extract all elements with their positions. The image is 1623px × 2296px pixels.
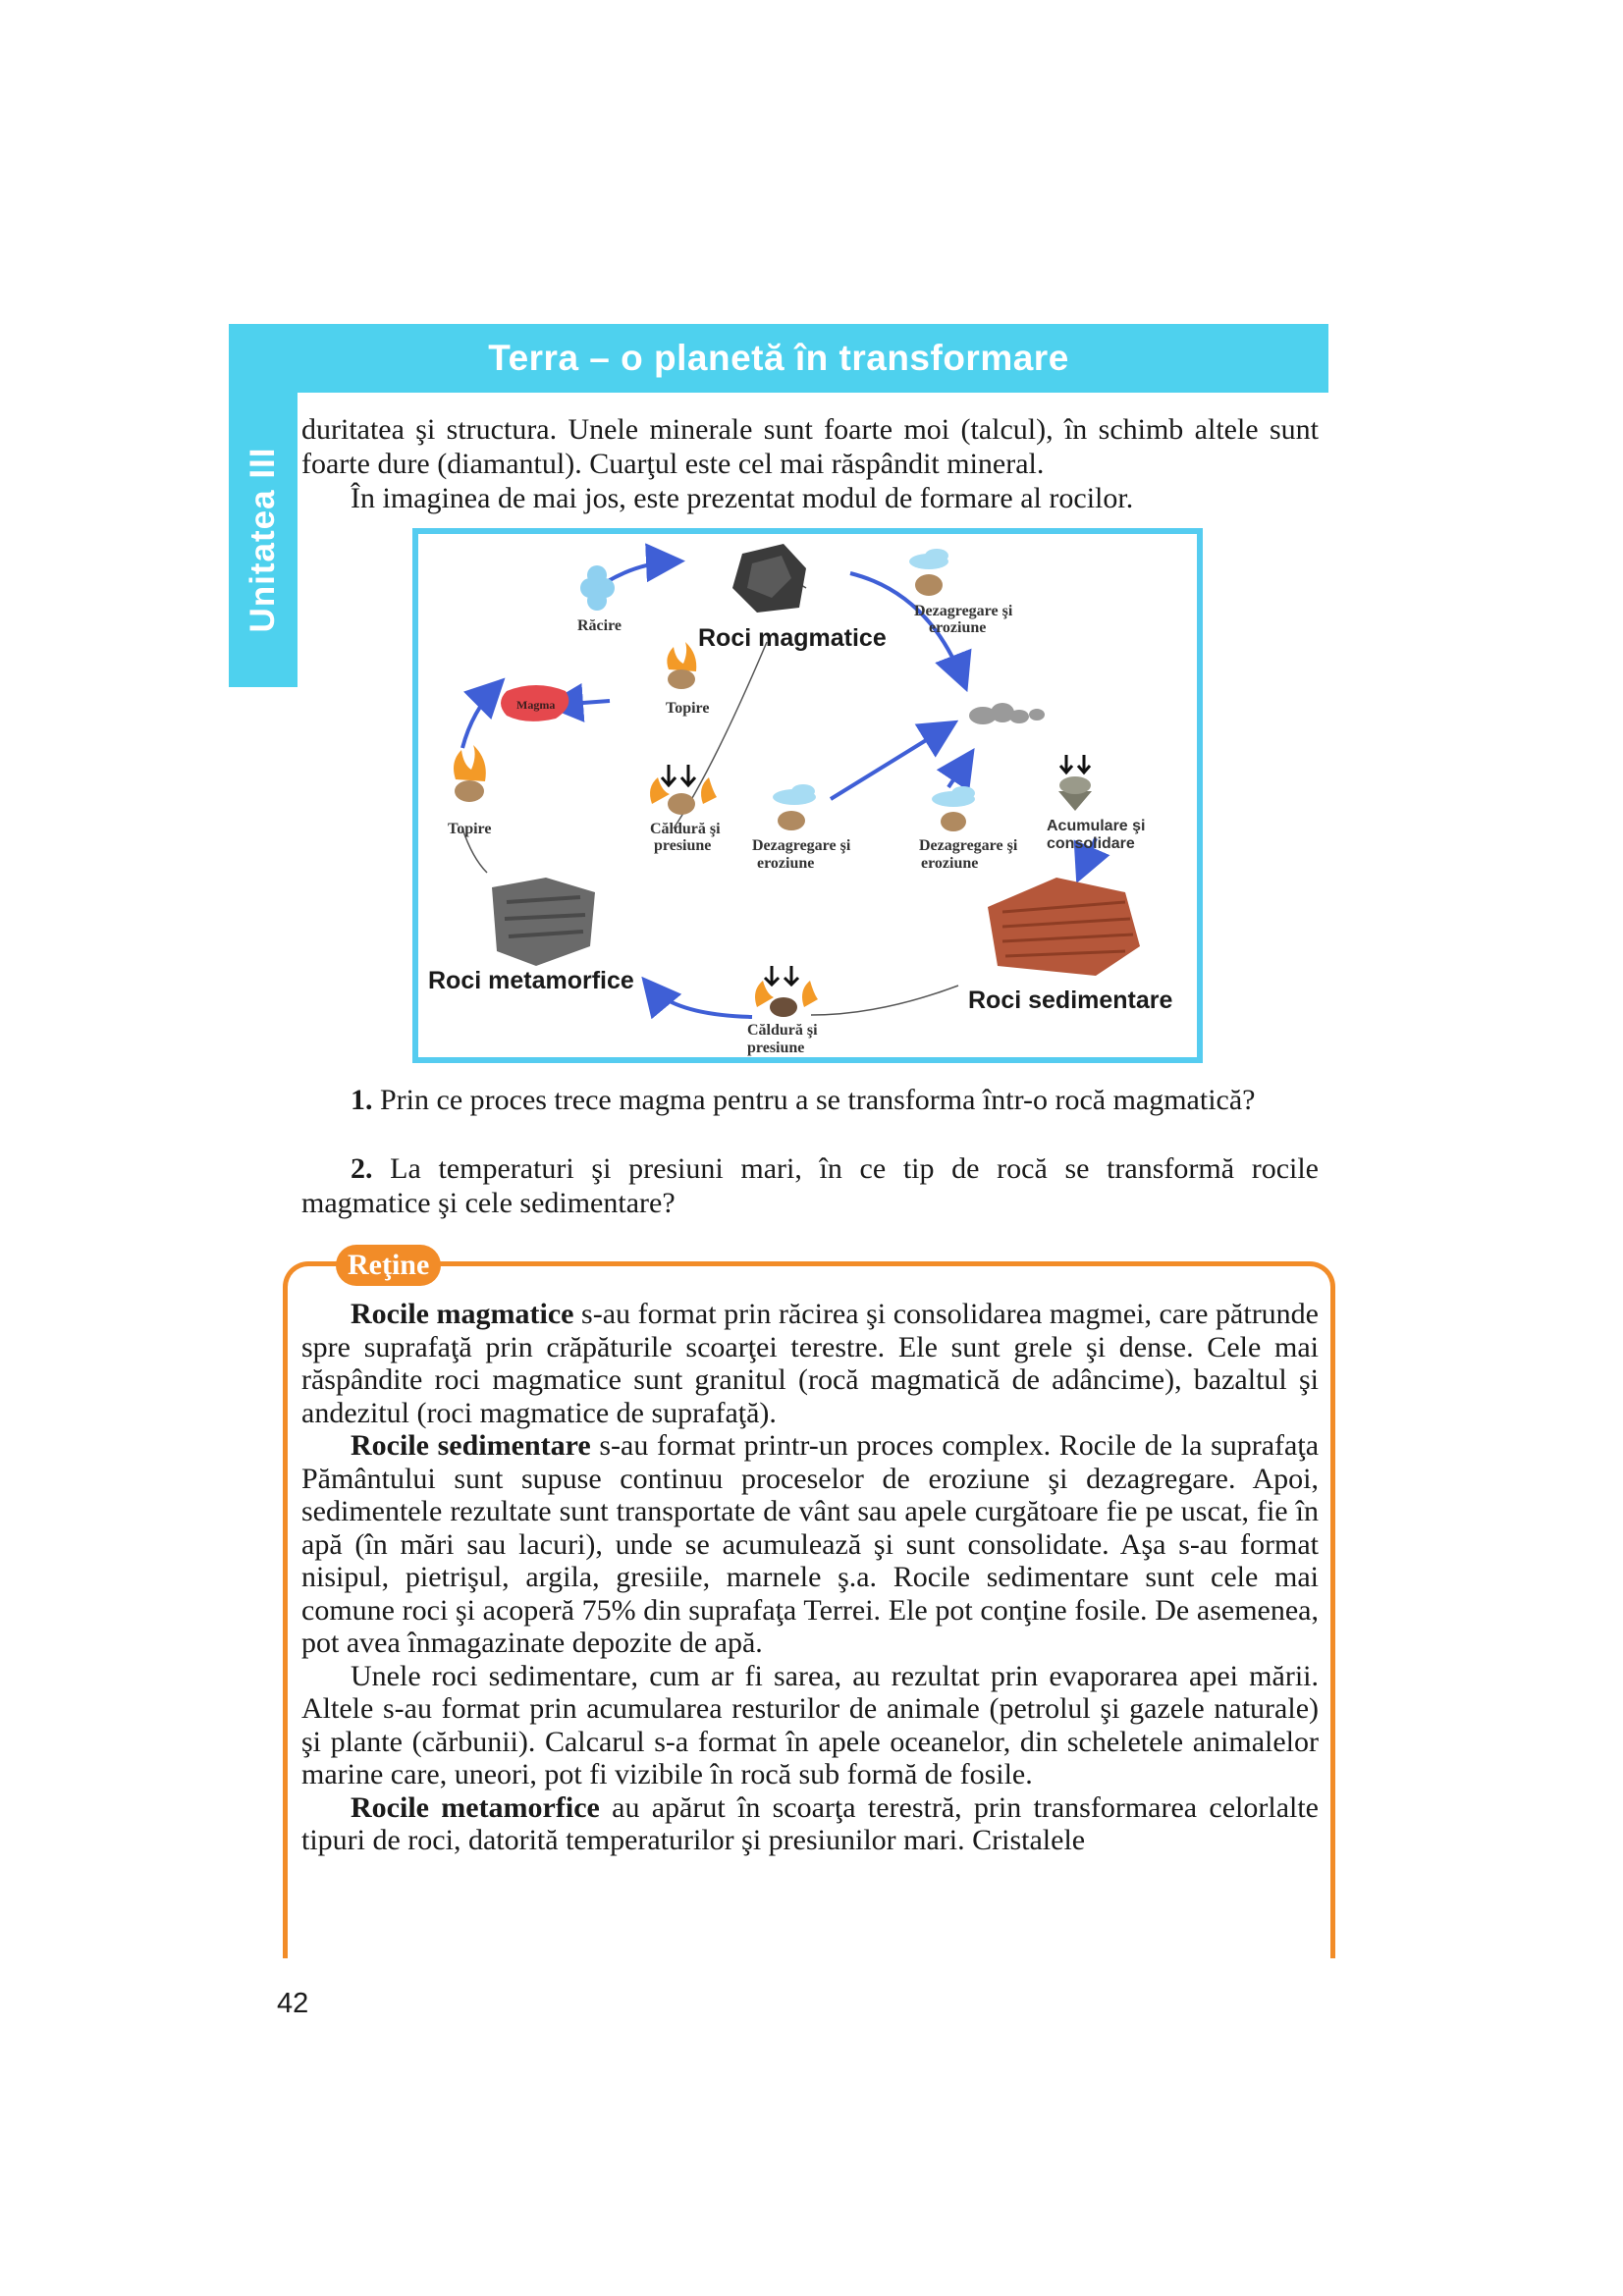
question-2: 2. La temperaturi şi presiuni mari, în ce tip de rocă se transformă rocile magmatice şi cele sedimentare?	[301, 1152, 1319, 1219]
label-roci-sedimentare: Roci sedimentare	[968, 987, 1173, 1014]
retine-paragraph-metamorfice: Rocile metamorfice au apărut în scoarţa terestră, prin transformarea celorlalte tipuri de roci, datorită temperaturilor şi presiunilor mari. Cristalele	[301, 1790, 1319, 1856]
intro-paragraph: duritatea şi structura. Unele minerale sunt foarte moi (talcul), în schimb altele sunt foarte dure (diamantul). Cuarţul este cel mai răspândit mineral.	[301, 413, 1319, 480]
accumulation-icon	[1058, 755, 1092, 811]
retine-label: Reţine	[336, 1245, 441, 1286]
page-number: 42	[277, 1988, 309, 2019]
arrow-topire-left	[462, 686, 497, 748]
metamorphic-rock-icon	[492, 878, 595, 966]
label-topire-top: Topire	[666, 700, 710, 717]
cloud-icon-right	[932, 786, 975, 807]
chapter-title: Terra – o planetă în transformare	[229, 324, 1328, 393]
label-acumulare-2: consolidare	[1047, 835, 1135, 852]
label-topire-left: Topire	[448, 821, 492, 837]
rock-cycle-svg	[418, 534, 1197, 1057]
unit-side-tab	[229, 393, 298, 687]
cloud-icon-mid	[773, 784, 816, 805]
intro-diagram-sentence: În imaginea de mai jos, este prezentat modul de formare al rocilor.	[351, 482, 1134, 514]
heat-pressure-icon-bottom	[755, 966, 818, 1017]
retine-paragraph-magmatice: Rocile magmatice s-au format prin răcirea şi consolidarea magmei, care pătrunde spre suprafaţă prin crăpăturile scoarţei terestre. Ele sunt grele şi dense. Cele mai răspândite roci magmatice sunt granitul (rocă magmatică de adâncime), bazaltul şi andezitul (roci magmatice de suprafaţă).	[301, 1298, 1320, 1429]
stone-icon-mid	[778, 811, 805, 830]
label-dezagregare-mid-2: eroziune	[757, 855, 815, 872]
label-dezagregare-mid-1: Dezagregare şi	[752, 837, 851, 854]
unit-label: Unitatea III	[243, 447, 282, 633]
retine-paragraph-sedimentare: Rocile sedimentare s-au format printr-un proces complex. Rocile de la suprafaţa Pământului sunt supuse continuu proceselor de eroziune şi dezagregare. Apoi, sedimentele rezultate sunt transportate de vânt sau apele curgătoare fie pe uscat, fie în apă (în mări sau lacuri), unde se acumulează şi sunt consolidate. Aşa s-au format nisipul, pietrişul, argila, gresiile, marnele ş.a. Rocile sedimentare sunt cele mai comune roci şi acoperă 75% din suprafaţa Terrei. Ele pot conţine fosile. De asemenea, pot avea înmagazinate depozite de apă.	[301, 1429, 1320, 1659]
label-caldura-bottom-1: Căldură şi	[747, 1022, 818, 1039]
retine-text	[301, 1298, 1319, 1857]
label-caldura-bottom-2: presiune	[747, 1040, 805, 1056]
stone-icon-right	[941, 812, 966, 831]
label-magma: Magma	[516, 698, 556, 712]
label-racire: Răcire	[577, 617, 622, 634]
fire-icon-topire-top	[667, 642, 696, 689]
label-dezagregare-right-1: Dezagregare şi	[919, 837, 1018, 854]
label-caldura-mid-1: Căldură şi	[650, 821, 721, 837]
rock-cycle-diagram	[412, 528, 1203, 1063]
stone-icon-top	[915, 574, 943, 596]
retine-paragraph-alte-roci: Unele roci sedimentare, cum ar fi sarea, au rezultat prin evaporarea apei mării. Altele s-au format prin acumularea resturilor de animale (petrolul şi gazele naturale) şi plante (cărbunii). Calcarul s-a format în apele oceanelor, din scheletele animalelor marine care, uneori, pot fi vizibile în rocă sub formă de fosile.	[301, 1659, 1319, 1790]
label-dezagregare-top-1: Dezagregare şi	[914, 603, 1013, 619]
snowflake-icon-racire	[580, 565, 615, 611]
label-caldura-mid-2: presiune	[654, 837, 712, 854]
fire-icon-topire-left	[454, 745, 486, 802]
label-dezagregare-right-2: eroziune	[921, 855, 979, 872]
cloud-icon-top	[909, 549, 948, 569]
magmatic-rock-icon	[732, 544, 806, 613]
label-acumulare-1: Acumulare şi	[1047, 818, 1146, 834]
arrow-dezagregare-mid	[831, 726, 948, 799]
label-roci-metamorfice: Roci metamorfice	[428, 967, 634, 994]
sedimentary-rock-icon	[988, 878, 1140, 976]
arrow-dezagregare-right	[948, 758, 968, 787]
question-1: 1. Prin ce proces trece magma pentru a se transforma într-o rocă magmatică?	[351, 1084, 1256, 1116]
thin-line-bottom	[811, 986, 958, 1015]
sediment-pebbles-icon	[969, 703, 1045, 724]
label-roci-magmatice: Roci magmatice	[698, 624, 887, 652]
arrow-caldura-bottom	[649, 986, 752, 1017]
label-dezagregare-top-2: eroziune	[929, 619, 987, 636]
